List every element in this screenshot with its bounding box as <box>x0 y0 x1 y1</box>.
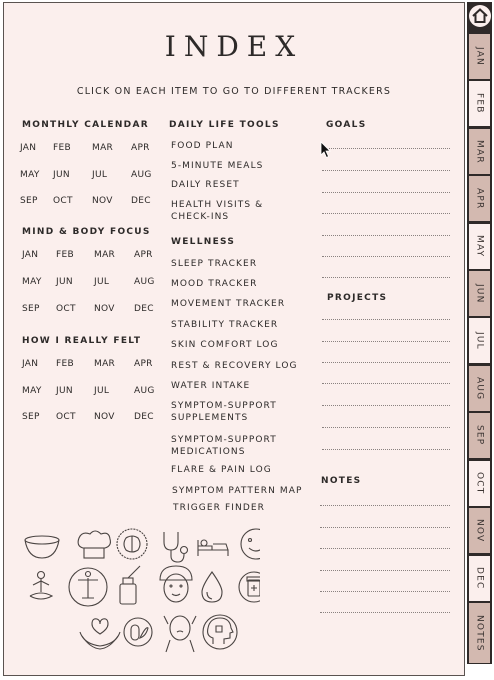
goals-heading: GOALS <box>326 120 367 130</box>
dropper-bottle-icon[interactable] <box>120 566 140 604</box>
chef-hat-icon[interactable] <box>78 531 110 558</box>
tab-jun[interactable] <box>469 271 490 316</box>
how_felt-month-link[interactable]: JUN <box>56 385 73 396</box>
tab-label: DEC <box>474 567 485 590</box>
writing-line <box>320 548 450 549</box>
tab-label: SEP <box>474 425 485 446</box>
tab-label: FEB <box>474 93 485 114</box>
mind_body-month-link[interactable]: OCT <box>56 304 76 314</box>
how_felt-month-link[interactable]: FEB <box>56 359 74 369</box>
mind_body-month-link[interactable]: SEP <box>22 304 40 314</box>
tab-label: MAY <box>474 235 485 258</box>
writing-line <box>322 256 450 257</box>
how_felt-month-link[interactable]: APR <box>134 359 153 369</box>
tab-jan[interactable] <box>469 34 490 79</box>
writing-line <box>322 383 450 384</box>
writing-line <box>322 277 450 278</box>
page-subtitle: CLICK ON EACH ITEM TO GO TO DIFFERENT TRACKERS <box>76 86 392 97</box>
wellness-item-link[interactable]: SKIN COMFORT LOG <box>171 340 279 350</box>
daily_life-item-link[interactable]: HEALTH VISITS & CHECK-INS <box>171 200 264 222</box>
wellness-item-link[interactable]: SLEEP TRACKER <box>171 259 258 269</box>
wellness-item-link[interactable]: MOOD TRACKER <box>171 279 258 289</box>
writing-line <box>322 192 450 193</box>
home-icon <box>469 5 491 27</box>
wellness-item-link[interactable]: STABILITY TRACKER <box>171 320 279 330</box>
writing-line <box>320 612 450 613</box>
tab-oct[interactable] <box>469 461 490 506</box>
head-pain-icon[interactable] <box>164 616 196 652</box>
wellness-item-link[interactable]: SYMPTOM PATTERN MAP <box>172 486 303 496</box>
daily-life-heading: DAILY LIFE TOOLS <box>169 120 280 130</box>
tab-may[interactable] <box>469 224 490 269</box>
tab-label: JAN <box>474 47 485 66</box>
mind_body-month-link[interactable]: FEB <box>56 250 74 260</box>
how-felt-heading: HOW I REALLY FELT <box>22 336 142 346</box>
brain-icon[interactable] <box>117 529 147 559</box>
bed-icon[interactable] <box>198 540 228 556</box>
tab-label: JUL <box>474 331 485 350</box>
how_felt-month-link[interactable]: OCT <box>56 412 76 422</box>
notes-heading: NOTES <box>321 476 362 486</box>
writing-line <box>322 235 450 236</box>
wellness-item-link[interactable]: FLARE & PAIN LOG <box>171 465 272 475</box>
writing-line <box>322 449 450 450</box>
icon-panel <box>20 528 260 654</box>
tab-sep[interactable] <box>469 413 490 458</box>
tab-aug[interactable] <box>469 366 490 411</box>
face-towel-icon[interactable] <box>160 566 192 602</box>
how_felt-month-link[interactable]: MAY <box>22 385 42 396</box>
how_felt-month-link[interactable]: SEP <box>22 412 40 422</box>
mind_body-month-link[interactable]: JAN <box>22 250 39 260</box>
tab-feb[interactable] <box>469 81 490 126</box>
mind_body-month-link[interactable]: APR <box>134 250 153 260</box>
mind_body-month-link[interactable]: AUG <box>134 277 155 287</box>
writing-line <box>322 341 450 342</box>
monthly-calendar-heading: MONTHLY CALENDAR <box>22 120 149 130</box>
heart-hands-icon[interactable] <box>80 619 120 649</box>
head-puzzle-icon[interactable] <box>203 615 237 649</box>
daily_life-item-link[interactable]: DAILY RESET <box>171 180 240 190</box>
tab-notes[interactable] <box>469 603 490 663</box>
stethoscope-icon[interactable] <box>164 532 188 562</box>
mind_body-month-link[interactable]: JUN <box>56 277 73 287</box>
page-title: INDEX <box>164 30 304 63</box>
mind_body-month-link[interactable]: MAR <box>94 250 116 260</box>
mouse-cursor-icon <box>320 141 332 159</box>
mind_body-month-link[interactable]: MAY <box>22 277 42 287</box>
monthly_calendar-month-link[interactable]: JUL <box>92 169 108 180</box>
monthly_calendar-month-link[interactable]: APR <box>131 143 150 153</box>
writing-line <box>322 170 450 171</box>
bowl-icon[interactable] <box>25 536 59 558</box>
tab-jul[interactable] <box>469 318 490 363</box>
tab-apr[interactable] <box>469 176 490 221</box>
wellness-item-link[interactable]: MOVEMENT TRACKER <box>171 299 286 309</box>
monthly_calendar-month-link[interactable]: MAY <box>20 169 40 180</box>
monthly_calendar-month-link[interactable]: DEC <box>131 196 151 206</box>
daily_life-item-link[interactable]: 5-MINUTE MEALS <box>171 161 264 171</box>
tab-label: NOTES <box>474 614 485 652</box>
water-drop-icon[interactable] <box>202 572 222 602</box>
tab-label: AUG <box>474 376 485 401</box>
tab-label: NOV <box>474 518 485 543</box>
monthly_calendar-month-link[interactable]: OCT <box>53 196 73 206</box>
monthly_calendar-month-link[interactable]: AUG <box>131 169 152 180</box>
tab-label: MAR <box>474 139 485 164</box>
wellness-item-link[interactable]: TRIGGER FINDER <box>173 503 265 513</box>
how_felt-month-link[interactable]: NOV <box>94 412 115 422</box>
writing-line <box>322 213 450 214</box>
wellness-heading: WELLNESS <box>171 237 236 247</box>
monthly_calendar-month-link[interactable]: MAR <box>92 143 114 153</box>
smiley-icon[interactable] <box>241 529 260 559</box>
monthly_calendar-month-link[interactable]: FEB <box>53 143 71 153</box>
writing-line <box>322 319 450 320</box>
wellness-item-link[interactable]: SYMPTOM-SUPPORT SUPPLEMENTS <box>171 401 277 423</box>
writing-line <box>320 591 450 592</box>
how_felt-month-link[interactable]: DEC <box>134 412 154 422</box>
pill-bottle-icon[interactable] <box>239 572 260 602</box>
writing-line <box>320 570 450 571</box>
how_felt-month-link[interactable]: AUG <box>134 385 155 396</box>
monthly_calendar-month-link[interactable]: JUN <box>53 169 70 180</box>
daily_life-item-link[interactable]: FOOD PLAN <box>171 141 234 151</box>
how_felt-month-link[interactable]: JUL <box>94 385 110 396</box>
wellness-item-link[interactable]: WATER INTAKE <box>171 381 251 391</box>
tab-label: APR <box>474 187 485 210</box>
mind-body-heading: MIND & BODY FOCUS <box>22 227 151 237</box>
home-button[interactable] <box>469 5 491 27</box>
writing-line <box>322 148 450 149</box>
meditation-icon[interactable] <box>30 572 52 600</box>
how_felt-month-link[interactable]: JAN <box>22 359 39 369</box>
tab-dec[interactable] <box>469 556 490 601</box>
mind_body-month-link[interactable]: DEC <box>134 304 154 314</box>
mind_body-month-link[interactable]: JUL <box>94 277 110 287</box>
tab-nov[interactable] <box>469 508 490 553</box>
monthly_calendar-month-link[interactable]: JAN <box>20 143 37 153</box>
projects-heading: PROJECTS <box>327 293 388 303</box>
tab-label: JUN <box>474 283 485 304</box>
leaf-capsule-icon[interactable] <box>124 618 152 646</box>
writing-line <box>322 405 450 406</box>
writing-line <box>322 427 450 428</box>
monthly_calendar-month-link[interactable]: NOV <box>92 196 113 206</box>
mind_body-month-link[interactable]: NOV <box>94 304 115 314</box>
monthly_calendar-month-link[interactable]: SEP <box>20 196 38 206</box>
wellness-item-link[interactable]: SYMPTOM-SUPPORT MEDICATIONS <box>171 435 277 457</box>
how_felt-month-link[interactable]: MAR <box>94 359 116 369</box>
writing-line <box>320 505 450 506</box>
writing-line <box>320 527 450 528</box>
tab-label: OCT <box>474 472 485 495</box>
wellness-item-link[interactable]: REST & RECOVERY LOG <box>171 361 298 371</box>
balance-icon[interactable] <box>69 568 107 606</box>
writing-line <box>322 362 450 363</box>
tab-mar[interactable] <box>469 129 490 174</box>
